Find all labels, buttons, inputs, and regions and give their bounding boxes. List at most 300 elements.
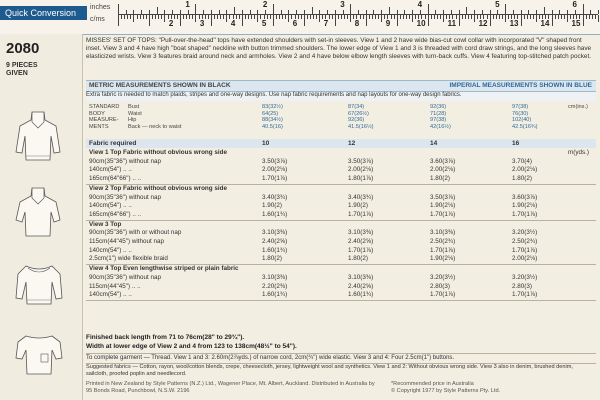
inch-tick bbox=[126, 10, 127, 14]
cm-ruler bbox=[118, 15, 598, 27]
yardage-cell: 3.60(3⅞) bbox=[512, 193, 538, 201]
measurements-rows: Bust Waist Hip Back — neck to waist bbox=[128, 104, 182, 130]
cm-tick-label: 12 bbox=[478, 19, 488, 28]
cm-tick bbox=[313, 15, 314, 19]
cm-tick bbox=[273, 15, 274, 26]
pieces-given: 9 PIECES GIVEN bbox=[6, 62, 38, 77]
cm-tick bbox=[428, 15, 429, 26]
view-2-sketch-icon bbox=[14, 184, 62, 242]
cm-tick-label: 7 bbox=[323, 19, 329, 28]
yardage-cell: 2.80(3) bbox=[430, 282, 450, 290]
cm-tick bbox=[254, 15, 255, 19]
inch-tick bbox=[536, 10, 537, 14]
view-title: View 1 Top Fabric without obvious wrong side bbox=[89, 149, 227, 156]
fabric-required-label: Fabric required bbox=[89, 140, 137, 147]
fabric-width: 2.5cm(1") wide flexible braid bbox=[89, 255, 168, 263]
table-row bbox=[86, 158, 596, 167]
inch-tick bbox=[343, 10, 344, 14]
cm-tick bbox=[124, 15, 125, 19]
inch-tick bbox=[164, 10, 165, 14]
inch-tick bbox=[133, 10, 134, 14]
cm-tick bbox=[161, 15, 162, 19]
cm-tick bbox=[412, 15, 413, 22]
yardage-cell: 3.70(4) bbox=[512, 157, 532, 165]
cm-tick bbox=[363, 15, 364, 19]
cm-tick bbox=[251, 15, 252, 19]
yardage-cell: 2.50(2¾) bbox=[512, 238, 538, 245]
cm-tick-label: 11 bbox=[447, 19, 457, 28]
cm-tick bbox=[214, 15, 215, 19]
yardage-cell: 3.20(3½) bbox=[512, 229, 538, 237]
inch-tick bbox=[381, 10, 382, 14]
yardage-cell: 2.00(2⅛) bbox=[262, 166, 288, 174]
cm-tick-label: 10 bbox=[416, 19, 426, 28]
cm-tick bbox=[217, 15, 218, 19]
yardage-cell: 2.50(2¾) bbox=[430, 238, 456, 245]
fabric-width: 90cm(35"36") with or without nap bbox=[89, 229, 182, 237]
inch-tick bbox=[265, 10, 266, 14]
cm-tick bbox=[208, 15, 209, 19]
cm-tick bbox=[372, 15, 373, 19]
cm-tick bbox=[118, 15, 119, 26]
cm-tick bbox=[496, 15, 497, 19]
cm-tick bbox=[381, 15, 382, 22]
cm-tick bbox=[226, 15, 227, 22]
fabric-required-header bbox=[86, 139, 596, 148]
inch-tick bbox=[226, 10, 227, 14]
inch-tick bbox=[141, 10, 142, 14]
cm-tick bbox=[552, 15, 553, 26]
cm-tick-label: 3 bbox=[199, 19, 205, 28]
table-row bbox=[86, 274, 596, 283]
cm-tick bbox=[174, 15, 175, 19]
inch-tick bbox=[552, 10, 553, 14]
inch-tick bbox=[459, 10, 460, 14]
cm-tick bbox=[220, 15, 221, 19]
cm-tick-label: 2 bbox=[168, 19, 174, 28]
yardage-cell: 2.40(2⅝) bbox=[262, 238, 288, 245]
inch-tick bbox=[412, 10, 413, 14]
cm-tick bbox=[183, 15, 184, 19]
cm-tick bbox=[344, 15, 345, 19]
cm-tick bbox=[567, 15, 568, 22]
inch-tick-label: 1 bbox=[185, 0, 190, 9]
inch-tick bbox=[157, 7, 158, 14]
cm-tick bbox=[468, 15, 469, 19]
body-measurements bbox=[86, 104, 596, 138]
cm-tick bbox=[394, 15, 395, 19]
yardage-cell: 1.90(2) bbox=[348, 202, 368, 210]
inch-tick-label: 2 bbox=[262, 0, 268, 9]
inch-tick bbox=[443, 10, 444, 14]
cm-tick bbox=[366, 15, 367, 26]
cm-tick bbox=[341, 15, 342, 19]
inch-tick bbox=[474, 10, 475, 14]
complete-garment: To complete garment — Thread. View 1 and 3: 2.60m(2⅞yds.) of narrow cord, 2cm(¾") wide elastic. View 3 and 4: Four 2.5cm(1") buttons. bbox=[86, 355, 455, 361]
cm-tick-label: 5 bbox=[261, 19, 267, 28]
cm-tick bbox=[592, 15, 593, 19]
table-row bbox=[86, 194, 596, 203]
yardage-cell: 3.10(3⅜) bbox=[262, 229, 288, 237]
cm-tick bbox=[223, 15, 224, 19]
inch-tick bbox=[567, 10, 568, 14]
inch-tick bbox=[575, 10, 576, 14]
cm-tick bbox=[403, 15, 404, 19]
cm-tick bbox=[490, 15, 491, 26]
inch-tick bbox=[583, 4, 584, 14]
yardage-cell: 3.50(3⅞) bbox=[262, 157, 288, 165]
inch-tick bbox=[513, 10, 514, 14]
inch-tick bbox=[118, 4, 119, 14]
cm-tick bbox=[524, 15, 525, 19]
fabric-width: 140cm(54") .. .. bbox=[89, 246, 132, 254]
yardage-cell: 1.80(2) bbox=[262, 255, 282, 263]
cm-tick bbox=[471, 15, 472, 19]
measurement-header bbox=[86, 80, 596, 92]
view-1-sketch-icon bbox=[14, 106, 62, 166]
cm-tick-label: 9 bbox=[385, 19, 391, 28]
divider bbox=[86, 353, 596, 354]
cm-tick bbox=[307, 15, 308, 19]
inch-tick bbox=[288, 10, 289, 14]
table-row bbox=[86, 229, 596, 238]
yardage-cell: 2.00(2⅛) bbox=[512, 255, 538, 263]
cm-tick bbox=[177, 15, 178, 19]
view-title: View 2 Top Fabric without obvious wrong side bbox=[89, 184, 227, 192]
yardage-cell: 3.10(3⅜) bbox=[430, 229, 456, 237]
divider bbox=[86, 300, 596, 301]
cm-tick bbox=[279, 15, 280, 19]
cm-tick bbox=[502, 15, 503, 19]
cm-tick bbox=[440, 15, 441, 19]
cm-tick bbox=[137, 15, 138, 19]
yardage-cell: 1.60(1¾) bbox=[262, 210, 288, 218]
inch-tick bbox=[296, 10, 297, 14]
yardage-cell: 3.50(3⅞) bbox=[430, 193, 456, 201]
cm-tick bbox=[360, 15, 361, 19]
cm-tick bbox=[133, 15, 134, 22]
yardage-cell: 1.70(1⅞) bbox=[430, 210, 456, 218]
cm-tick bbox=[316, 15, 317, 19]
inch-ruler bbox=[118, 2, 598, 14]
cm-tick bbox=[431, 15, 432, 19]
inch-tick-label: 5 bbox=[495, 0, 500, 9]
inch-tick bbox=[404, 10, 405, 14]
cm-tick bbox=[192, 15, 193, 19]
cm-tick bbox=[127, 15, 128, 19]
yardage-cell: 1.90(2) bbox=[262, 202, 282, 210]
measurement-col-16: 97(38) 76(30) 102(40) 42.5(16¾) bbox=[512, 104, 538, 130]
cm-tick bbox=[536, 15, 537, 22]
yardage-cell: 3.40(3¾) bbox=[262, 193, 288, 201]
pattern-number: 2080 bbox=[6, 40, 40, 57]
cm-tick bbox=[319, 15, 320, 22]
inch-tick bbox=[590, 10, 591, 14]
cm-tick bbox=[561, 15, 562, 19]
cm-tick bbox=[443, 15, 444, 22]
view-2-header bbox=[86, 185, 596, 194]
yardage-cell: 3.60(3⅞) bbox=[430, 157, 456, 165]
inch-tick bbox=[211, 10, 212, 14]
cm-tick bbox=[378, 15, 379, 19]
size-16: 16 bbox=[512, 140, 520, 147]
yardage-cell: 3.20(3½) bbox=[430, 273, 456, 281]
view-4-sketch-icon bbox=[14, 328, 64, 380]
inch-tick bbox=[521, 10, 522, 14]
size-12: 12 bbox=[348, 140, 356, 147]
fabric-width: 165cm(64"66") .. .. bbox=[89, 210, 142, 218]
inch-tick bbox=[373, 10, 374, 14]
cm-tick bbox=[409, 15, 410, 19]
measurement-col-10: 83(32½) 64(25) 88(34½) 40.5(16) bbox=[262, 104, 283, 130]
finished-width: Width at lower edge of View 2 and 4 from 123 to 138cm(48½" to 54"). bbox=[86, 343, 297, 350]
inches-label: inches bbox=[90, 4, 111, 11]
view-1-header bbox=[86, 149, 596, 158]
cm-tick bbox=[564, 15, 565, 19]
fabric-width: 115cm(44"45") without nap bbox=[89, 238, 165, 245]
table-row bbox=[86, 291, 596, 300]
yardage-cell: 2.00(2⅛) bbox=[512, 166, 538, 174]
cm-tick bbox=[282, 15, 283, 19]
cm-tick bbox=[369, 15, 370, 19]
view-3-sketch-icon bbox=[14, 258, 64, 310]
cm-tick bbox=[465, 15, 466, 19]
cm-tick bbox=[406, 15, 407, 19]
inch-tick bbox=[172, 10, 173, 14]
suggested-fabrics: Suggested fabrics — Cotton, rayon, wool/cotton blends, crepe, cheesecloth, jersey, lightweight wool and synthetics. View 1 and 2: Without obvious wrong side. View 3 also in denim, brushed denim, sailcloth, proofed poplin and needlecord. bbox=[86, 364, 573, 377]
inch-tick bbox=[304, 10, 305, 14]
cm-tick bbox=[270, 15, 271, 19]
inch-tick bbox=[350, 4, 351, 14]
measurement-col-14: 92(36) 71(28) 97(38) 42(16½) bbox=[430, 104, 451, 130]
inch-tick bbox=[273, 4, 274, 14]
fabric-width: 140cm(54") .. .. bbox=[89, 166, 132, 174]
cm-tick bbox=[257, 15, 258, 22]
yardage-cell: 1.90(2⅛) bbox=[430, 255, 456, 263]
inch-tick-label: 6 bbox=[572, 0, 577, 9]
cm-tick bbox=[195, 15, 196, 22]
cm-tick bbox=[146, 15, 147, 19]
fabric-width: 140cm(54") .. .. bbox=[89, 291, 132, 299]
inch-tick bbox=[335, 10, 336, 14]
cm-tick bbox=[586, 15, 587, 19]
footer-price: *Recommended price in Australia © Copyright 1977 by Style Patterns Pty. Ltd. bbox=[391, 381, 501, 394]
inch-tick bbox=[397, 10, 398, 14]
cm-tick bbox=[462, 15, 463, 19]
yardage-cell: 2.40(2⅝) bbox=[348, 282, 374, 290]
cm-tick-label: 8 bbox=[354, 19, 360, 28]
yardage-cell: 1.80(2) bbox=[430, 174, 450, 182]
cm-tick bbox=[505, 15, 506, 22]
inch-tick bbox=[195, 4, 196, 14]
table-row bbox=[86, 283, 596, 292]
footer-printer: Printed in New Zealand by Style Patterns (N.Z.) Ltd., Wagener Place, Mt. Albert, Auckland. Distributed in Australia by 95 Bonds Road, Punchbowl, N.S.W. 2196 bbox=[86, 381, 375, 394]
imperial-header: IMPERIAL MEASUREMENTS SHOWN IN BLUE bbox=[449, 82, 592, 89]
yardage-cell: 3.10(3⅜) bbox=[262, 273, 288, 281]
yardage-cell: 1.90(2⅛) bbox=[512, 202, 538, 210]
yardage-cell: 1.60(1¾) bbox=[262, 246, 288, 254]
cm-tick bbox=[121, 15, 122, 19]
cm-tick bbox=[242, 15, 243, 26]
inch-tick bbox=[559, 10, 560, 14]
fabric-width: 140cm(54") .. .. bbox=[89, 202, 132, 210]
yardage-cell: 1.80(1⅞) bbox=[348, 174, 374, 182]
inch-tick bbox=[420, 10, 421, 14]
yardage-cell: 1.70(1⅞) bbox=[348, 246, 374, 254]
inch-tick-label: 3 bbox=[340, 0, 345, 9]
yardage-cell: 3.50(3⅞) bbox=[348, 157, 374, 165]
yardage-cell: 1.70(1⅞) bbox=[512, 246, 538, 254]
cms-label: c/ms bbox=[90, 16, 105, 23]
size-10: 10 bbox=[262, 140, 270, 147]
cm-tick bbox=[493, 15, 494, 19]
cm-tick bbox=[437, 15, 438, 19]
fabric-width: 90cm(35"36") without nap bbox=[89, 193, 162, 201]
cm-tick bbox=[527, 15, 528, 19]
cm-tick bbox=[143, 15, 144, 19]
inch-tick bbox=[319, 10, 320, 14]
cm-tick bbox=[589, 15, 590, 19]
cm-tick bbox=[180, 15, 181, 26]
quick-conversion-ruler bbox=[0, 0, 600, 35]
view-title: View 3 Top bbox=[89, 220, 122, 228]
cm-tick bbox=[391, 15, 392, 19]
inch-tick bbox=[257, 10, 258, 14]
cm-tick bbox=[248, 15, 249, 19]
cm-tick bbox=[434, 15, 435, 19]
cm-tick bbox=[140, 15, 141, 19]
cm-tick bbox=[459, 15, 460, 26]
yardage-cell: 2.80(3) bbox=[512, 282, 532, 290]
cm-tick bbox=[298, 15, 299, 19]
yardage-cell: 2.20(2⅜) bbox=[262, 282, 288, 290]
view-title: View 4 Top Even lengthwise striped or plain fabric bbox=[89, 265, 239, 273]
cm-tick bbox=[186, 15, 187, 19]
cm-tick bbox=[397, 15, 398, 26]
table-row bbox=[86, 166, 596, 175]
inch-tick bbox=[505, 4, 506, 14]
inch-tick bbox=[598, 10, 599, 14]
yardage-cell: 1.70(1⅞) bbox=[430, 291, 456, 299]
inch-tick bbox=[312, 7, 313, 14]
cm-tick bbox=[276, 15, 277, 19]
table-row bbox=[86, 247, 596, 256]
cm-tick bbox=[304, 15, 305, 26]
cm-tick bbox=[236, 15, 237, 19]
inch-tick bbox=[327, 10, 328, 14]
left-panel bbox=[0, 34, 83, 400]
inch-tick bbox=[203, 10, 204, 14]
yardage-cell: 1.80(2) bbox=[512, 174, 532, 182]
fabric-width: 115cm(44"45") .. .. bbox=[89, 282, 141, 290]
cm-tick bbox=[335, 15, 336, 26]
fabric-width: 165cm(64"66") .. .. bbox=[89, 174, 142, 182]
cm-tick bbox=[595, 15, 596, 19]
inch-tick bbox=[466, 7, 467, 14]
fabric-width: 90cm(35"36") without nap bbox=[89, 157, 162, 165]
yardage-cell: 1.70(1⅞) bbox=[430, 246, 456, 254]
yardage-cell: 2.00(2⅛) bbox=[430, 166, 456, 174]
cm-tick bbox=[329, 15, 330, 19]
fabric-unit: m(yds.) bbox=[568, 149, 589, 156]
inch-tick bbox=[528, 10, 529, 14]
inch-tick bbox=[366, 10, 367, 14]
cm-tick bbox=[530, 15, 531, 19]
description-text: MISSES' SET OF TOPS: "Pull-over-the-head" tops have extended shoulders with set-in sleeves. View 1 and 2 have wide bias-cut cowl collar with incorporated "V" shaped front inset. View 3 and 4 have high "boat shaped" neckline with button trimmed shoulders. The lower edge of View 1 and 3 is threaded with cord draw strings, and the long sleeves have elasticized wrists. View 3 features braid around neck and armholes. View 2 and 4 have below elbow length sleeves with turn-back cuffs. View 4 featuring top-stitched patch pocket. bbox=[86, 37, 592, 60]
table-row bbox=[86, 255, 596, 264]
cm-tick bbox=[149, 15, 150, 26]
quick-conversion-badge: Quick Conversion bbox=[0, 6, 87, 20]
cm-tick bbox=[158, 15, 159, 19]
cm-tick bbox=[350, 15, 351, 22]
cm-tick bbox=[211, 15, 212, 26]
cm-tick bbox=[499, 15, 500, 19]
cm-tick bbox=[267, 15, 268, 19]
table-row bbox=[86, 202, 596, 211]
cm-tick bbox=[583, 15, 584, 26]
inch-tick bbox=[451, 10, 452, 14]
cm-tick bbox=[558, 15, 559, 19]
cm-tick bbox=[400, 15, 401, 19]
cm-tick-label: 15 bbox=[571, 19, 581, 28]
inch-tick bbox=[482, 10, 483, 14]
cm-tick-label: 6 bbox=[292, 19, 298, 28]
inch-tick bbox=[242, 10, 243, 14]
yardage-cell: 1.60(1¾) bbox=[348, 291, 374, 299]
cm-tick bbox=[598, 15, 599, 22]
cm-tick bbox=[310, 15, 311, 19]
cm-tick bbox=[155, 15, 156, 19]
extra-fabric-note: Extra fabric is needed to match plaids, stripes and one-way designs. Use nap fabric requirements and nap layouts for one-way design fabrics. bbox=[86, 92, 596, 101]
cm-tick bbox=[521, 15, 522, 26]
cm-tick bbox=[375, 15, 376, 19]
cm-tick bbox=[301, 15, 302, 19]
yardage-cell: 1.70(1⅞) bbox=[512, 210, 538, 218]
view-4-header bbox=[86, 265, 596, 274]
inch-tick bbox=[358, 10, 359, 14]
inch-tick-label: 4 bbox=[417, 0, 423, 9]
cm-tick bbox=[533, 15, 534, 19]
inch-tick bbox=[389, 7, 390, 14]
yardage-cell: 3.10(3⅜) bbox=[348, 229, 374, 237]
finished-length: Finished back length from 71 to 76cm(28" to 29¾"). bbox=[86, 334, 245, 341]
metric-header: METRIC MEASUREMENTS SHOWN IN BLACK bbox=[89, 82, 231, 89]
inch-tick bbox=[188, 10, 189, 14]
measurement-unit: cm(ins.) bbox=[568, 104, 588, 110]
cm-tick-label: 13 bbox=[509, 19, 519, 28]
cm-tick bbox=[245, 15, 246, 19]
size-14: 14 bbox=[430, 140, 438, 147]
measurement-col-12: 87(34) 67(26½) 92(36) 41.5(16½) bbox=[348, 104, 374, 130]
cm-tick bbox=[347, 15, 348, 19]
yardage-cell: 1.60(1¾) bbox=[262, 291, 288, 299]
yardage-cell: 1.80(2) bbox=[348, 255, 368, 263]
inch-tick bbox=[250, 10, 251, 14]
inch-tick bbox=[180, 10, 181, 14]
cm-tick bbox=[239, 15, 240, 19]
table-row bbox=[86, 175, 596, 184]
cm-tick bbox=[474, 15, 475, 22]
inch-tick bbox=[428, 4, 429, 14]
yardage-cell: 1.70(1⅞) bbox=[348, 210, 374, 218]
table-row bbox=[86, 238, 596, 247]
cm-tick bbox=[164, 15, 165, 22]
inch-tick bbox=[490, 10, 491, 14]
yardage-cell: 2.40(2⅝) bbox=[348, 238, 374, 245]
yardage-cell: 2.00(2⅛) bbox=[348, 166, 374, 174]
inch-tick bbox=[219, 10, 220, 14]
cm-tick bbox=[338, 15, 339, 19]
